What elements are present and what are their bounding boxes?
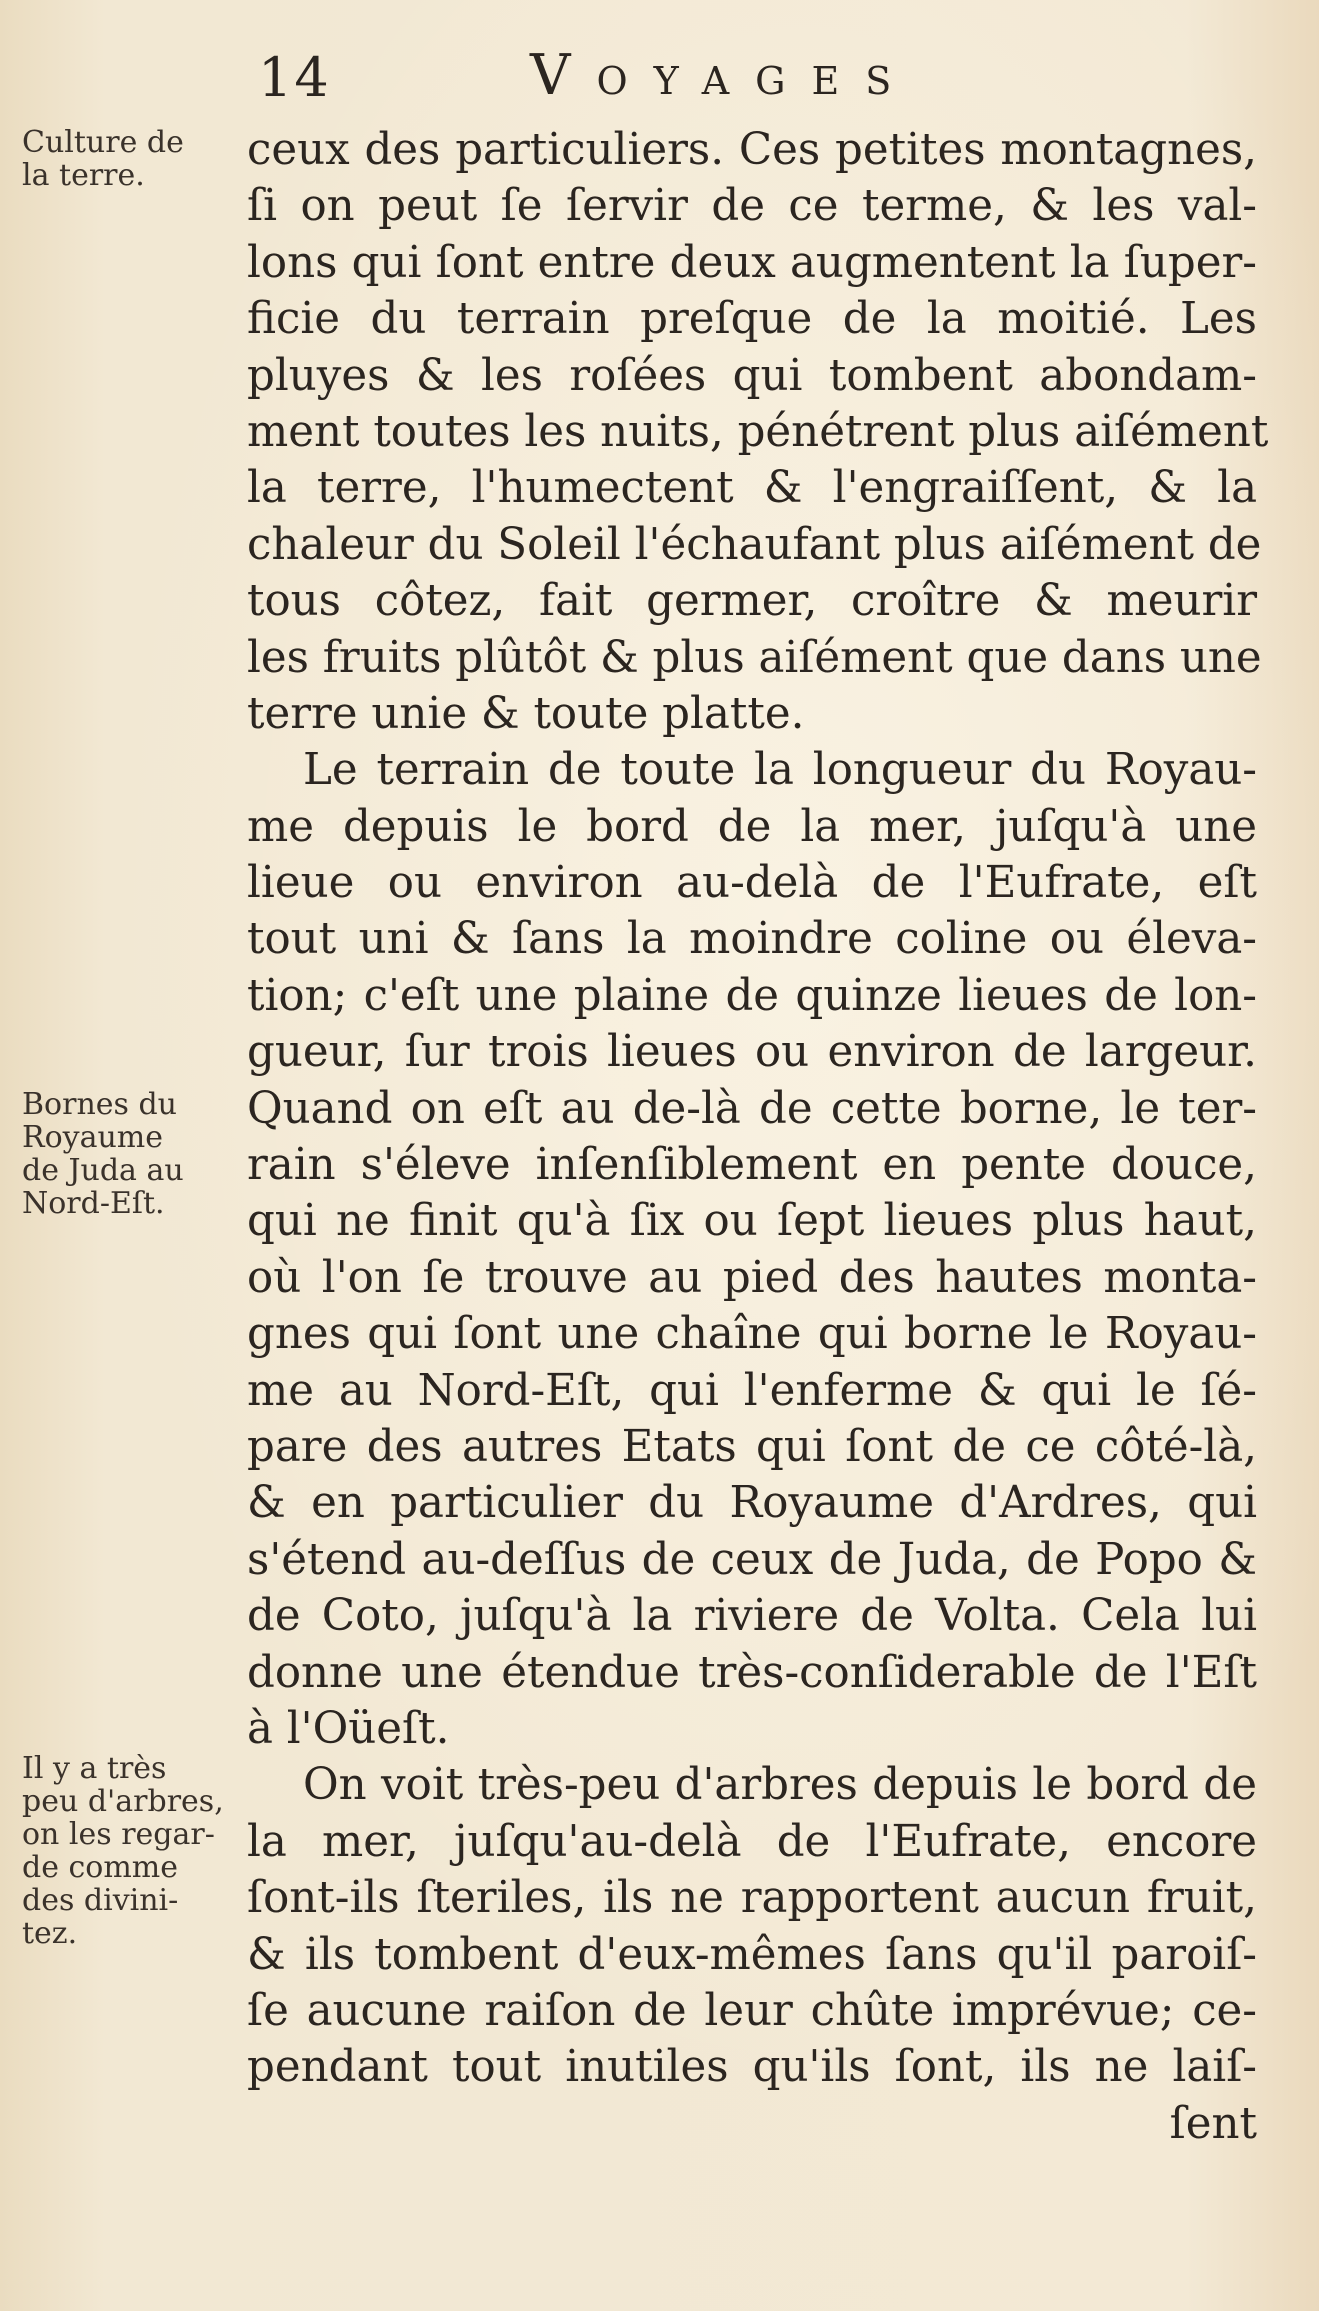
text-line: les fruits plûtôt & plus aiſément que dans une [247,632,1262,683]
text-line: gueur, ſur trois lieues ou environ de largeur. [247,1027,1257,1078]
text-line: Quand on eſt au de-là de cette borne, le ter- [247,1083,1257,1134]
marginal-note-line: Nord-Eſt. [22,1186,165,1221]
marginal-note-line: peu d'arbres, [22,1784,224,1819]
marginal-note-line: la terre. [22,158,145,193]
text-line: où l'on ſe trouve au pied des hautes monta- [247,1252,1257,1303]
text-line: lons qui ſont entre deux augmentent la ſuper- [247,237,1257,288]
marginal-note-line: Culture de [22,125,184,160]
page-header [0,28,1319,108]
text-line: ſont-ils ſteriles, ils ne rapportent aucun fruit, [247,1873,1257,1924]
marginal-note-line: Bornes du [22,1087,177,1122]
marginal-note-arbres [22,1752,242,1950]
running-title [530,43,918,111]
text-line: donne une étendue très-conſiderable de l'Eſt [247,1647,1257,1698]
text-line: Le terrain de toute la longueur du Royau- [303,745,1257,796]
text-line: rain s'éleve inſenſiblement en pente douce, [247,1140,1257,1191]
marginal-note-culture [22,126,242,192]
marginal-note-line: de comme [22,1850,179,1885]
text-line: lieue ou environ au-delà de l'Eufrate, eſt [247,858,1257,909]
marginal-note-line: des divini- [22,1883,179,1918]
text-line: ceux des particuliers. Ces petites montagnes, [247,125,1257,175]
text-line: pluyes & les roſées qui tombent abondam- [247,350,1257,401]
body-text [247,122,1269,2152]
text-line: me au Nord-Eſt, qui l'enferme & qui le ſé- [247,1365,1257,1416]
marginal-note-line: Royaume [22,1120,164,1155]
text-line: pare des autres Etats qui ſont de ce côté-là, [247,1421,1257,1472]
text-line: terre unie & toute platte. [247,688,805,739]
text-line: ficie du terrain preſque de la moitié. Les [247,294,1257,345]
marginal-note-bornes [22,1088,242,1220]
running-title-initial: V [530,43,597,108]
catchword: ſent [1169,2098,1257,2149]
marginal-note-line: Il y a très [22,1751,167,1786]
text-line: On voit très-peu d'arbres depuis le bord de [303,1760,1257,1811]
text-line: me depuis le bord de la mer, juſqu'à une [247,801,1257,852]
text-line: à l'Oüeſt. [247,1703,450,1754]
running-title-rest: OYAGES [596,59,918,103]
text-line: la terre, l'humectent & l'engraiſſent, & la [247,463,1257,514]
text-line: tous côtez, fait germer, croître & meurir [247,576,1257,627]
text-line: pendant tout inutiles qu'ils ſont, ils ne laiſ- [247,2042,1257,2093]
text-line: de Coto, juſqu'à la riviere de Volta. Cela lui [247,1591,1257,1642]
text-line: tout uni & ſans la moindre coline ou éleva- [247,914,1257,965]
text-line: ſe aucune raiſon de leur chûte imprévue; ce- [247,1985,1257,2036]
text-line: ment toutes les nuits, pénétrent plus aiſément [247,406,1269,457]
text-line: & ils tombent d'eux-mêmes ſans qu'il paroiſ- [247,1929,1257,1980]
text-line: tion; c'eſt une plaine de quinze lieues de lon- [247,970,1257,1021]
marginal-note-line: on les regar- [22,1817,215,1852]
text-line: gnes qui ſont une chaîne qui borne le Royau- [247,1309,1257,1360]
text-line: & en particulier du Royaume d'Ardres, qui [247,1478,1257,1529]
marginal-note-line: de Juda au [22,1153,184,1188]
page-number: 14 [258,46,331,109]
text-line: ſi on peut ſe ſervir de ce terme, & les val- [247,181,1257,232]
text-line: s'étend au-deſſus de ceux de Juda, de Popo & [247,1534,1257,1585]
text-line: chaleur du Soleil l'échaufant plus aiſément de [247,519,1262,570]
marginal-note-line: tez. [22,1916,78,1951]
text-line: la mer, juſqu'au-delà de l'Eufrate, encore [247,1816,1257,1867]
text-line: qui ne finit qu'à ſix ou ſept lieues plus haut, [247,1196,1257,1247]
